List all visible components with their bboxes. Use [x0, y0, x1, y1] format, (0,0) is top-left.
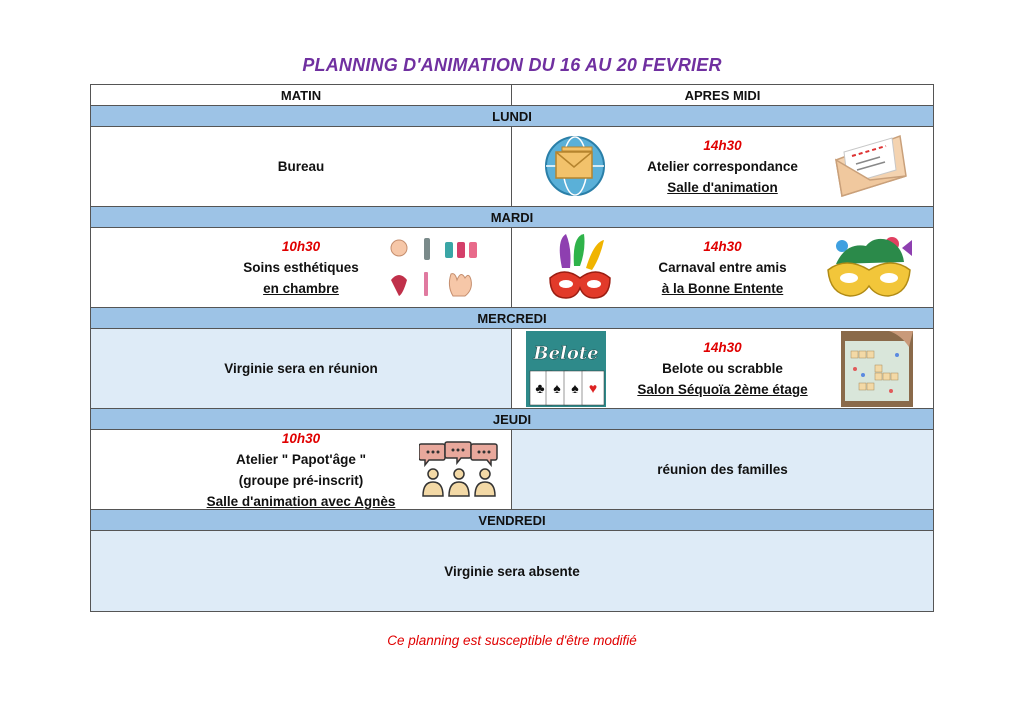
thursday-morning-time: 10h30 [281, 430, 321, 446]
thursday-morning-note: (groupe pré-inscrit) [238, 472, 364, 488]
chat-group-icon [419, 440, 499, 500]
tuesday-morning-activity: Soins esthétiques [243, 260, 359, 275]
friday-full-day [90, 530, 934, 612]
tuesday-afternoon-place: à la Bonne Entente [661, 281, 784, 296]
monday-afternoon [511, 126, 934, 207]
belote-logo-text: Belote [533, 343, 599, 364]
wednesday-afternoon-activity: Belote ou scrabble [662, 361, 783, 376]
wednesday-afternoon-place: Salon Séquoïa 2ème étage [637, 382, 808, 397]
svg-text:♠: ♠ [553, 380, 561, 396]
header-morning: MATIN [90, 84, 512, 106]
monday-afternoon-place: Salle d'animation [667, 180, 778, 195]
wednesday-morning-text: Virginie sera en réunion [224, 361, 378, 376]
page-title: PLANNING D'ANIMATION DU 16 AU 20 FEVRIER [302, 55, 722, 75]
thursday-afternoon-text: réunion des familles [657, 462, 788, 477]
scrabble-board-icon [841, 331, 913, 407]
tuesday-afternoon-time: 14h30 [703, 239, 742, 254]
globe-mail-icon [542, 135, 608, 197]
tuesday-afternoon [511, 227, 934, 308]
wednesday-afternoon [511, 328, 934, 409]
wednesday-morning [90, 328, 512, 409]
manicure-icon [387, 236, 479, 300]
footer-note: Ce planning est susceptible d'être modifié [387, 633, 637, 648]
day-band-wednesday: MERCREDI [90, 307, 934, 329]
monday-morning-text: Bureau [277, 159, 325, 174]
day-band-thursday: JEUDI [90, 408, 934, 430]
envelope-icon [830, 130, 910, 200]
day-band-monday: LUNDI [90, 105, 934, 127]
thursday-morning [90, 429, 512, 510]
schedule-table [90, 84, 934, 612]
svg-text:♣: ♣ [535, 380, 545, 396]
monday-morning [90, 126, 512, 207]
wednesday-afternoon-time: 14h30 [703, 340, 742, 355]
thursday-morning-activity: Atelier " Papot'âge " [235, 451, 367, 467]
svg-text:♥: ♥ [588, 380, 598, 396]
thursday-afternoon [511, 429, 934, 510]
tuesday-morning [90, 227, 512, 308]
tuesday-afternoon-activity: Carnaval entre amis [658, 260, 787, 275]
belote-cards-icon [526, 331, 606, 407]
day-band-tuesday: MARDI [90, 206, 934, 228]
tuesday-morning-place: en chambre [263, 281, 339, 296]
monday-afternoon-activity: Atelier correspondance [647, 159, 798, 174]
thursday-morning-place: Salle d'animation avec Agnès [206, 493, 396, 509]
day-band-friday: VENDREDI [90, 509, 934, 531]
header-afternoon: APRES MIDI [511, 84, 934, 106]
svg-text:♠: ♠ [571, 380, 579, 396]
monday-afternoon-time: 14h30 [703, 138, 742, 153]
carnival-mask-icon [544, 232, 616, 304]
venetian-mask-icon [822, 234, 916, 302]
friday-text: Virginie sera absente [444, 563, 580, 579]
tuesday-morning-time: 10h30 [281, 239, 321, 254]
